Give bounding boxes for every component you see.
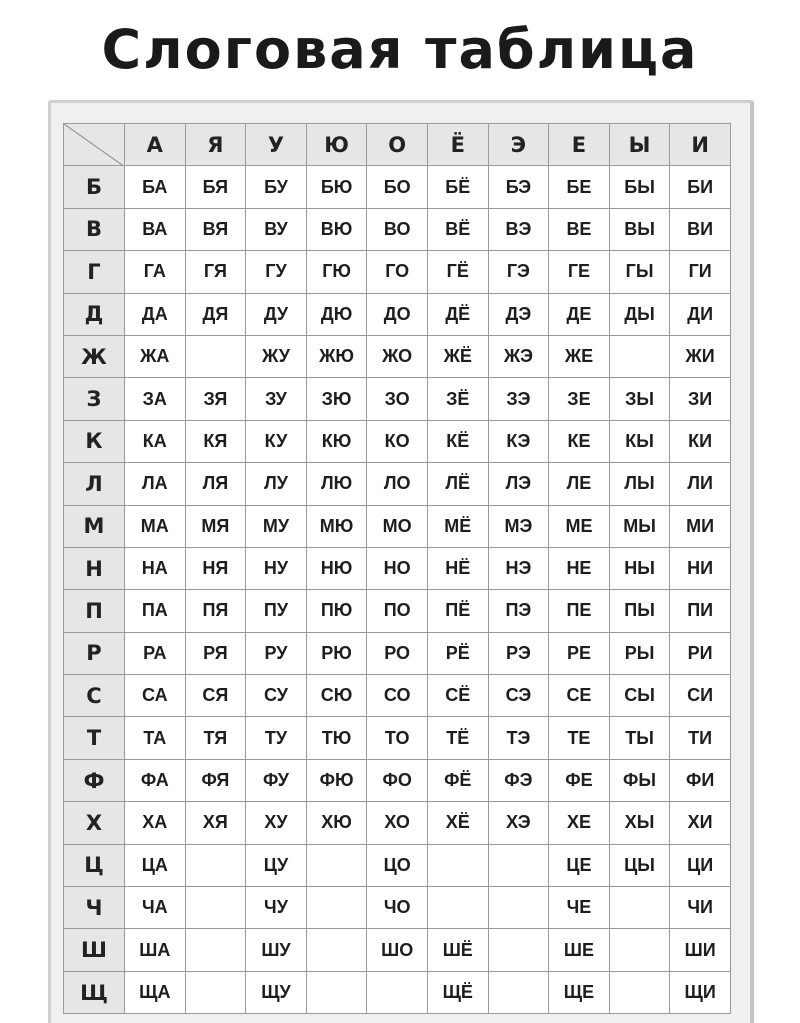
syllable-cell: РЫ	[609, 632, 670, 674]
syllable-cell: ПУ	[246, 590, 307, 632]
syllable-cell: ВО	[367, 208, 428, 250]
syllable-cell: ЖО	[367, 335, 428, 377]
syllable-cell: ДУ	[246, 293, 307, 335]
syllable-cell	[488, 844, 549, 886]
vowel-header: Е	[549, 124, 610, 166]
syllable-cell: ВЁ	[427, 208, 488, 250]
syllable-cell: ТЮ	[306, 717, 367, 759]
syllable-cell: ШЕ	[549, 929, 610, 971]
table-row	[64, 166, 731, 208]
syllable-cell: ФЁ	[427, 759, 488, 801]
syllable-cell: КЕ	[549, 420, 610, 462]
syllable-cell: МЯ	[185, 505, 246, 547]
syllable-cell: НА	[125, 547, 186, 589]
table-row	[64, 802, 731, 844]
syllable-cell: ЖЕ	[549, 335, 610, 377]
syllable-cell: ДЭ	[488, 293, 549, 335]
syllable-cell: ПО	[367, 590, 428, 632]
syllable-cell: ДЕ	[549, 293, 610, 335]
syllable-cell: ПА	[125, 590, 186, 632]
syllable-cell: ВА	[125, 208, 186, 250]
syllable-cell: ЦЫ	[609, 844, 670, 886]
syllable-cell: БЯ	[185, 166, 246, 208]
syllable-cell: ТЕ	[549, 717, 610, 759]
table-row	[64, 420, 731, 462]
table-row	[64, 335, 731, 377]
syllable-cell: ЧУ	[246, 887, 307, 929]
syllable-cell	[609, 887, 670, 929]
consonant-header: Л	[64, 463, 125, 505]
syllable-cell: КО	[367, 420, 428, 462]
consonant-header: Х	[64, 802, 125, 844]
table-row	[64, 675, 731, 717]
syllable-cell: РЁ	[427, 632, 488, 674]
syllable-cell: НО	[367, 547, 428, 589]
syllable-cell: ДА	[125, 293, 186, 335]
syllable-cell: БЫ	[609, 166, 670, 208]
syllable-cell: ЗУ	[246, 378, 307, 420]
syllable-cell: ШЁ	[427, 929, 488, 971]
syllable-cell: МИ	[670, 505, 731, 547]
syllable-cell: КЯ	[185, 420, 246, 462]
syllable-table	[63, 123, 731, 1014]
syllable-cell: ЛУ	[246, 463, 307, 505]
syllable-cell: БУ	[246, 166, 307, 208]
syllable-cell: КЮ	[306, 420, 367, 462]
consonant-header: Т	[64, 717, 125, 759]
syllable-cell: НЭ	[488, 547, 549, 589]
syllable-cell: МЕ	[549, 505, 610, 547]
syllable-cell: НЮ	[306, 547, 367, 589]
syllable-cell: КЭ	[488, 420, 549, 462]
syllable-cell: КУ	[246, 420, 307, 462]
syllable-cell: ГУ	[246, 251, 307, 293]
syllable-cell: МА	[125, 505, 186, 547]
syllable-cell: БЁ	[427, 166, 488, 208]
table-row	[64, 547, 731, 589]
syllable-cell: КЫ	[609, 420, 670, 462]
syllable-cell: ЖУ	[246, 335, 307, 377]
table-row	[64, 887, 731, 929]
syllable-cell: ПЁ	[427, 590, 488, 632]
syllable-cell: ХО	[367, 802, 428, 844]
syllable-cell: ФЕ	[549, 759, 610, 801]
syllable-cell: ВЮ	[306, 208, 367, 250]
syllable-cell: ПИ	[670, 590, 731, 632]
syllable-cell: ЖЭ	[488, 335, 549, 377]
syllable-cell: ВИ	[670, 208, 731, 250]
syllable-cell: ТА	[125, 717, 186, 759]
syllable-cell: ЦА	[125, 844, 186, 886]
consonant-header: Ц	[64, 844, 125, 886]
syllable-cell: ЦИ	[670, 844, 731, 886]
consonant-header: П	[64, 590, 125, 632]
syllable-cell: ХЁ	[427, 802, 488, 844]
syllable-cell	[185, 971, 246, 1013]
syllable-cell: ДЫ	[609, 293, 670, 335]
syllable-cell: РИ	[670, 632, 731, 674]
syllable-cell: РЭ	[488, 632, 549, 674]
syllable-cell: ЧА	[125, 887, 186, 929]
syllable-cell: ЗЁ	[427, 378, 488, 420]
syllable-cell: ГЮ	[306, 251, 367, 293]
syllable-cell: СЭ	[488, 675, 549, 717]
syllable-cell: КИ	[670, 420, 731, 462]
syllable-cell: ФА	[125, 759, 186, 801]
syllable-cell	[185, 335, 246, 377]
consonant-header: В	[64, 208, 125, 250]
table-row	[64, 759, 731, 801]
consonant-header: М	[64, 505, 125, 547]
syllable-cell: НЯ	[185, 547, 246, 589]
syllable-cell: ФУ	[246, 759, 307, 801]
syllable-cell: ТЭ	[488, 717, 549, 759]
vowel-header: Ы	[609, 124, 670, 166]
syllable-cell: ПЮ	[306, 590, 367, 632]
corner-cell	[64, 124, 125, 166]
syllable-cell: МЁ	[427, 505, 488, 547]
table-row	[64, 717, 731, 759]
syllable-cell: ВЫ	[609, 208, 670, 250]
syllable-cell: ПЕ	[549, 590, 610, 632]
syllable-cell: НУ	[246, 547, 307, 589]
table-row	[64, 463, 731, 505]
syllable-cell: ФЯ	[185, 759, 246, 801]
syllable-cell: НЫ	[609, 547, 670, 589]
syllable-cell: БЮ	[306, 166, 367, 208]
syllable-cell: СИ	[670, 675, 731, 717]
syllable-cell: СА	[125, 675, 186, 717]
syllable-cell	[609, 335, 670, 377]
syllable-cell: ЛЫ	[609, 463, 670, 505]
syllable-cell: МЭ	[488, 505, 549, 547]
table-row	[64, 378, 731, 420]
syllable-cell: ГЫ	[609, 251, 670, 293]
syllable-cell: ЩЕ	[549, 971, 610, 1013]
syllable-cell: ШО	[367, 929, 428, 971]
syllable-cell: ЗЮ	[306, 378, 367, 420]
syllable-cell: ТО	[367, 717, 428, 759]
syllable-cell: ВЭ	[488, 208, 549, 250]
syllable-cell: ЗЭ	[488, 378, 549, 420]
syllable-cell: БЭ	[488, 166, 549, 208]
syllable-cell	[488, 971, 549, 1013]
syllable-cell: ЦЕ	[549, 844, 610, 886]
syllable-cell: СУ	[246, 675, 307, 717]
table-row	[64, 929, 731, 971]
syllable-cell	[488, 929, 549, 971]
syllable-cell	[306, 844, 367, 886]
syllable-cell: ПЫ	[609, 590, 670, 632]
syllable-cell: НИ	[670, 547, 731, 589]
syllable-cell: ТИ	[670, 717, 731, 759]
syllable-cell: ХА	[125, 802, 186, 844]
syllable-cell: БЕ	[549, 166, 610, 208]
syllable-cell: ЗЕ	[549, 378, 610, 420]
syllable-rows	[64, 166, 731, 1014]
syllable-cell: РЯ	[185, 632, 246, 674]
syllable-cell	[185, 887, 246, 929]
syllable-cell: ЗА	[125, 378, 186, 420]
syllable-cell: МЫ	[609, 505, 670, 547]
syllable-cell: ХУ	[246, 802, 307, 844]
syllable-cell: ЛЭ	[488, 463, 549, 505]
consonant-header: Б	[64, 166, 125, 208]
syllable-cell	[306, 887, 367, 929]
consonant-header: Д	[64, 293, 125, 335]
diagonal-divider-icon	[64, 124, 125, 166]
syllable-cell: ТЁ	[427, 717, 488, 759]
syllable-cell: ГЯ	[185, 251, 246, 293]
syllable-cell	[185, 929, 246, 971]
vowel-header: Ё	[427, 124, 488, 166]
syllable-cell: ПЯ	[185, 590, 246, 632]
syllable-cell: ШИ	[670, 929, 731, 971]
vowel-header: У	[246, 124, 307, 166]
syllable-cell: ГО	[367, 251, 428, 293]
consonant-header: Ш	[64, 929, 125, 971]
vowel-header: Э	[488, 124, 549, 166]
syllable-cell: ЖИ	[670, 335, 731, 377]
syllable-cell: ЩИ	[670, 971, 731, 1013]
syllable-cell: ЩУ	[246, 971, 307, 1013]
consonant-header: Г	[64, 251, 125, 293]
syllable-cell: ДЯ	[185, 293, 246, 335]
syllable-cell: МУ	[246, 505, 307, 547]
consonant-header: Р	[64, 632, 125, 674]
syllable-cell: СЮ	[306, 675, 367, 717]
syllable-cell: ВЕ	[549, 208, 610, 250]
syllable-cell: ШУ	[246, 929, 307, 971]
syllable-cell: ЛЯ	[185, 463, 246, 505]
vowel-header: И	[670, 124, 731, 166]
syllable-cell: ХЯ	[185, 802, 246, 844]
syllable-cell: ФИ	[670, 759, 731, 801]
table-row	[64, 251, 731, 293]
consonant-header: Ф	[64, 759, 125, 801]
syllable-cell: ЖЮ	[306, 335, 367, 377]
syllable-cell: НЁ	[427, 547, 488, 589]
consonant-header: З	[64, 378, 125, 420]
syllable-cell	[185, 844, 246, 886]
syllable-cell: ГЭ	[488, 251, 549, 293]
syllable-cell: ХЮ	[306, 802, 367, 844]
consonant-header: Щ	[64, 971, 125, 1013]
vowel-header: Ю	[306, 124, 367, 166]
syllable-cell: РА	[125, 632, 186, 674]
consonant-header: Ж	[64, 335, 125, 377]
syllable-cell: ЛЮ	[306, 463, 367, 505]
syllable-cell: ТЫ	[609, 717, 670, 759]
syllable-cell: ХИ	[670, 802, 731, 844]
syllable-cell: ЛЁ	[427, 463, 488, 505]
table-row	[64, 505, 731, 547]
syllable-cell: СЫ	[609, 675, 670, 717]
syllable-cell: ША	[125, 929, 186, 971]
syllable-cell: ГИ	[670, 251, 731, 293]
syllable-cell: ТУ	[246, 717, 307, 759]
syllable-cell: РЕ	[549, 632, 610, 674]
syllable-cell	[427, 887, 488, 929]
syllable-cell: ГЕ	[549, 251, 610, 293]
syllable-cell: ЗИ	[670, 378, 731, 420]
syllable-cell: ДО	[367, 293, 428, 335]
syllable-cell: ЛИ	[670, 463, 731, 505]
table-row	[64, 844, 731, 886]
vowel-header: А	[125, 124, 186, 166]
syllable-cell: ФЮ	[306, 759, 367, 801]
syllable-cell: ЛО	[367, 463, 428, 505]
consonant-header: К	[64, 420, 125, 462]
syllable-cell: СО	[367, 675, 428, 717]
syllable-cell: ХЫ	[609, 802, 670, 844]
syllable-cell	[427, 844, 488, 886]
syllable-cell: ЦУ	[246, 844, 307, 886]
syllable-cell	[609, 971, 670, 1013]
syllable-cell: ГЁ	[427, 251, 488, 293]
syllable-cell: ЖЁ	[427, 335, 488, 377]
table-row	[64, 208, 731, 250]
syllable-cell	[306, 971, 367, 1013]
syllable-cell: КА	[125, 420, 186, 462]
syllable-cell: ЛЕ	[549, 463, 610, 505]
syllable-cell	[609, 929, 670, 971]
table-row	[64, 293, 731, 335]
syllable-cell: ЩА	[125, 971, 186, 1013]
syllable-cell: ВЯ	[185, 208, 246, 250]
vowel-header-row	[64, 124, 731, 166]
syllable-cell: РО	[367, 632, 428, 674]
syllable-cell: ВУ	[246, 208, 307, 250]
consonant-header: С	[64, 675, 125, 717]
syllable-cell: МЮ	[306, 505, 367, 547]
syllable-cell: ГА	[125, 251, 186, 293]
syllable-cell: НЕ	[549, 547, 610, 589]
consonant-header: Н	[64, 547, 125, 589]
syllable-cell: ЧО	[367, 887, 428, 929]
syllable-cell: ФЫ	[609, 759, 670, 801]
syllable-cell: ЗО	[367, 378, 428, 420]
syllable-cell: ЛА	[125, 463, 186, 505]
syllable-cell: ЧИ	[670, 887, 731, 929]
vowel-header: Я	[185, 124, 246, 166]
syllable-cell: БА	[125, 166, 186, 208]
consonant-header: Ч	[64, 887, 125, 929]
syllable-cell: ПЭ	[488, 590, 549, 632]
syllable-cell: БИ	[670, 166, 731, 208]
syllable-cell: СЯ	[185, 675, 246, 717]
table-row	[64, 632, 731, 674]
syllable-cell	[367, 971, 428, 1013]
syllable-cell: ХЭ	[488, 802, 549, 844]
syllable-cell	[488, 887, 549, 929]
page-title: Слоговая таблица	[101, 18, 699, 81]
syllable-cell: СЁ	[427, 675, 488, 717]
syllable-cell: ЩЁ	[427, 971, 488, 1013]
syllable-cell: БО	[367, 166, 428, 208]
syllable-cell: ТЯ	[185, 717, 246, 759]
syllable-cell	[306, 929, 367, 971]
syllable-cell: ЦО	[367, 844, 428, 886]
vowel-header: О	[367, 124, 428, 166]
syllable-cell: ДЁ	[427, 293, 488, 335]
syllable-cell: ДИ	[670, 293, 731, 335]
table-row	[64, 971, 731, 1013]
syllable-cell: ЖА	[125, 335, 186, 377]
syllable-cell: МО	[367, 505, 428, 547]
syllable-cell: ДЮ	[306, 293, 367, 335]
syllable-cell: ФЭ	[488, 759, 549, 801]
syllable-cell: РУ	[246, 632, 307, 674]
syllable-cell: РЮ	[306, 632, 367, 674]
syllable-cell: КЁ	[427, 420, 488, 462]
table-row	[64, 590, 731, 632]
syllable-cell: ЗЫ	[609, 378, 670, 420]
syllable-cell: ЗЯ	[185, 378, 246, 420]
syllable-cell: ФО	[367, 759, 428, 801]
syllable-cell: ХЕ	[549, 802, 610, 844]
syllable-cell: СЕ	[549, 675, 610, 717]
syllable-cell: ЧЕ	[549, 887, 610, 929]
